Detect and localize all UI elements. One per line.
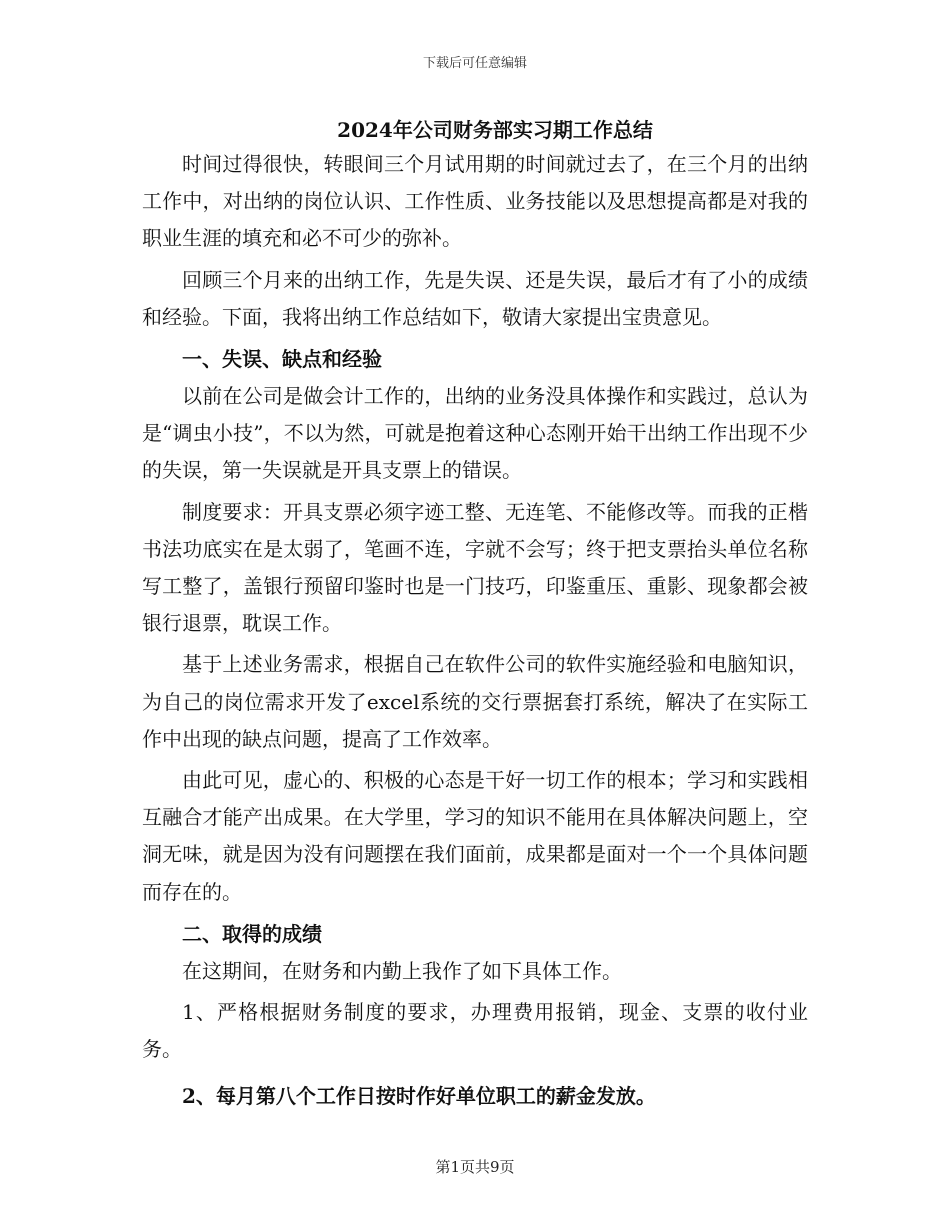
paragraph: 以前在公司是做会计工作的，出纳的业务没具体操作和实践过，总认为是“调虫小技”，不以为然，可就是抱着这种心态刚开始干出纳工作出现不少的失误，第一失误就是开具支票上的错误。 [142, 384, 808, 483]
paragraph: 由此可见，虚心的、积极的心态是干好一切工作的根本；学习和实践相互融合才能产出成果。在大学里，学习的知识不能用在具体解决问题上，空洞无味，就是因为没有问题摆在我们面前，成果都是面对一个一个具体问题而存在的。 [142, 768, 808, 904]
document-body [142, 146, 808, 1116]
paragraph: 制度要求：开具支票必须字迹工整、无连笔、不能修改等。而我的正楷书法功底实在是太弱了，笔画不连，字就不会写；终于把支票抬头单位名称写工整了，盖银行预留印鉴时也是一门技巧，印鉴重压、重影、现象都会被银行退票，耽误工作。 [142, 499, 808, 636]
page-header-note: 下载后可任意编辑 [422, 56, 527, 71]
document-title: 2024年公司财务部实习期工作总结 [337, 118, 653, 142]
section-heading: 一、失误、缺点和经验 [182, 347, 382, 372]
section-heading: 二、取得的成绩 [182, 921, 322, 946]
paragraph: 基于上述业务需求，根据自己在软件公司的软件实施经验和电脑知识，为自己的岗位需求开发了excel系统的交行票据套打系统，解决了在实际工作中出现的缺点问题，提高了工作效率。 [142, 652, 808, 751]
paragraph: 时间过得很快，转眼间三个月试用期的时间就过去了，在三个月的出纳工作中，对出纳的岗位认识、工作性质、业务技能以及思想提高都是对我的职业生涯的填充和必不可少的弥补。 [142, 152, 808, 251]
paragraph: 在这期间，在财务和内勤上我作了如下具体工作。 [182, 958, 622, 983]
paragraph: 2、每月第八个工作日按时作好单位职工的薪金发放。 [182, 1084, 656, 1109]
paragraph: 回顾三个月来的出纳工作，先是失误、还是失误，最后才有了小的成绩和经验。下面，我将出纳工作总结如下，敬请大家提出宝贵意见。 [142, 267, 808, 329]
page-number: 第1页共9页 [435, 1158, 515, 1176]
paragraph: 1、严格根据财务制度的要求，办理费用报销，现金、支票的收付业务。 [142, 1000, 808, 1062]
